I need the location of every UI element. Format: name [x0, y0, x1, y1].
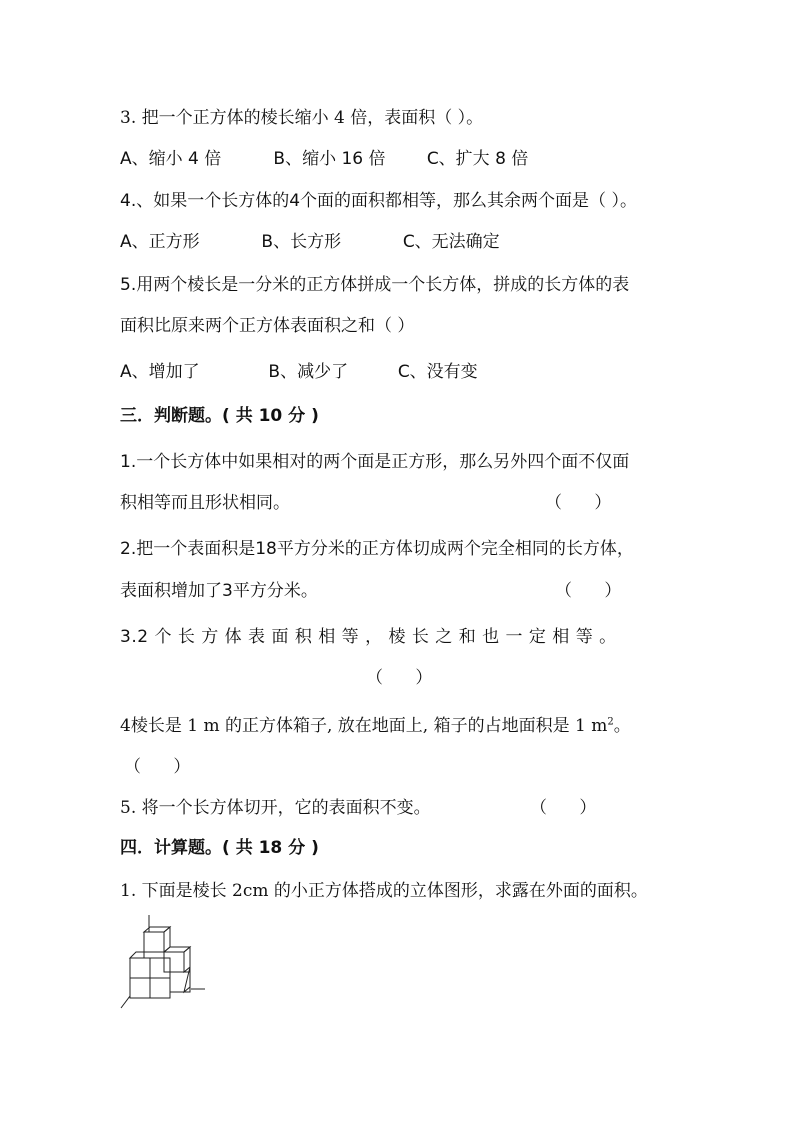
q4-option-a: A、正方形: [120, 232, 200, 252]
s4-q1-stem: 1. 下面是棱长 2cm 的小正方体搭成的立体图形，求露在外面的面积。: [120, 881, 648, 901]
s3-item4-line1: [120, 714, 631, 738]
s3-item3-line1: 3.2 个 长 方 体 表 面 积 相 等 ， 棱 长 之 和 也 一 定 相 等 。: [120, 627, 617, 647]
cube-top-front: [144, 932, 164, 952]
q5-option-a: A、增加了: [120, 362, 200, 382]
s3-item5-line1: 5. 将一个长方体切开，它的表面积不变。: [120, 798, 431, 818]
q4-option-b: B、长方形: [261, 232, 342, 252]
s3-item4-superscript: 2: [607, 716, 614, 728]
cube-top-face: [144, 927, 170, 932]
cube-bottom-left: [130, 978, 150, 998]
s3-item5-answer-blank: （ ）: [530, 798, 597, 818]
cube-mid-right-side: [184, 947, 190, 972]
s3-item2-answer-blank: （ ）: [555, 581, 622, 601]
q4-stem: 4.、如果一个长方体的4个面的面积都相等，那么其余两个面是（ ）。: [120, 191, 637, 211]
q3-options: [120, 147, 528, 171]
q5-option-c: C、没有变: [397, 362, 478, 382]
q3-option-a: A、缩小 4 倍: [120, 149, 222, 169]
q5-option-b: B、减少了: [268, 362, 349, 382]
cube-mid-right-top: [164, 947, 190, 952]
axis-depth: [121, 996, 130, 1008]
cube-stack-figure: [118, 910, 218, 1015]
cube-mid-center-front: [150, 958, 170, 978]
cube-mid-right-front: [164, 952, 184, 972]
s3-item4-answer-blank: （ ）: [124, 757, 191, 777]
s3-item4-end: 。: [613, 716, 631, 736]
cube-bottom-center: [150, 978, 170, 998]
section3-heading: 三．判断题。( 共 10 分 ): [120, 406, 319, 426]
section4-heading: 四．计算题。( 共 18 分 ): [120, 838, 319, 858]
q4-options: [120, 230, 500, 254]
s3-item4-text: 4棱长是 1 m 的正方体箱子, 放在地面上, 箱子的占地面积是 1 m: [120, 716, 608, 736]
q3-option-c: C、扩大 8 倍: [426, 149, 529, 169]
s3-item2-line2: 表面积增加了3平方分米。: [120, 581, 318, 601]
q3-option-b: B、缩小 16 倍: [273, 149, 386, 169]
s3-item1-line2: 积相等而且形状相同。: [120, 493, 290, 513]
q5-stem-line2: 面积比原来两个正方体表面积之和（ ）: [120, 316, 415, 336]
q3-stem: 3. 把一个正方体的棱长缩小 4 倍，表面积（ ）。: [120, 108, 484, 128]
q5-stem-line1: 5.用两个棱长是一分米的正方体拼成一个长方体，拼成的长方体的表: [120, 275, 630, 295]
cube-mid-left-front: [130, 958, 150, 978]
q4-option-c: C、无法确定: [402, 232, 500, 252]
q5-options: [120, 360, 478, 384]
s3-item1-answer-blank: （ ）: [545, 493, 612, 513]
s3-item1-line1: 1.一个长方体中如果相对的两个面是正方形，那么另外四个面不仅面: [120, 452, 630, 472]
s3-item3-answer-blank: （ ）: [366, 668, 433, 688]
s3-item2-line1: 2.把一个表面积是18平方分米的正方体切成两个完全相同的长方体，: [120, 539, 634, 559]
cube-mid-left-top: [130, 952, 144, 958]
